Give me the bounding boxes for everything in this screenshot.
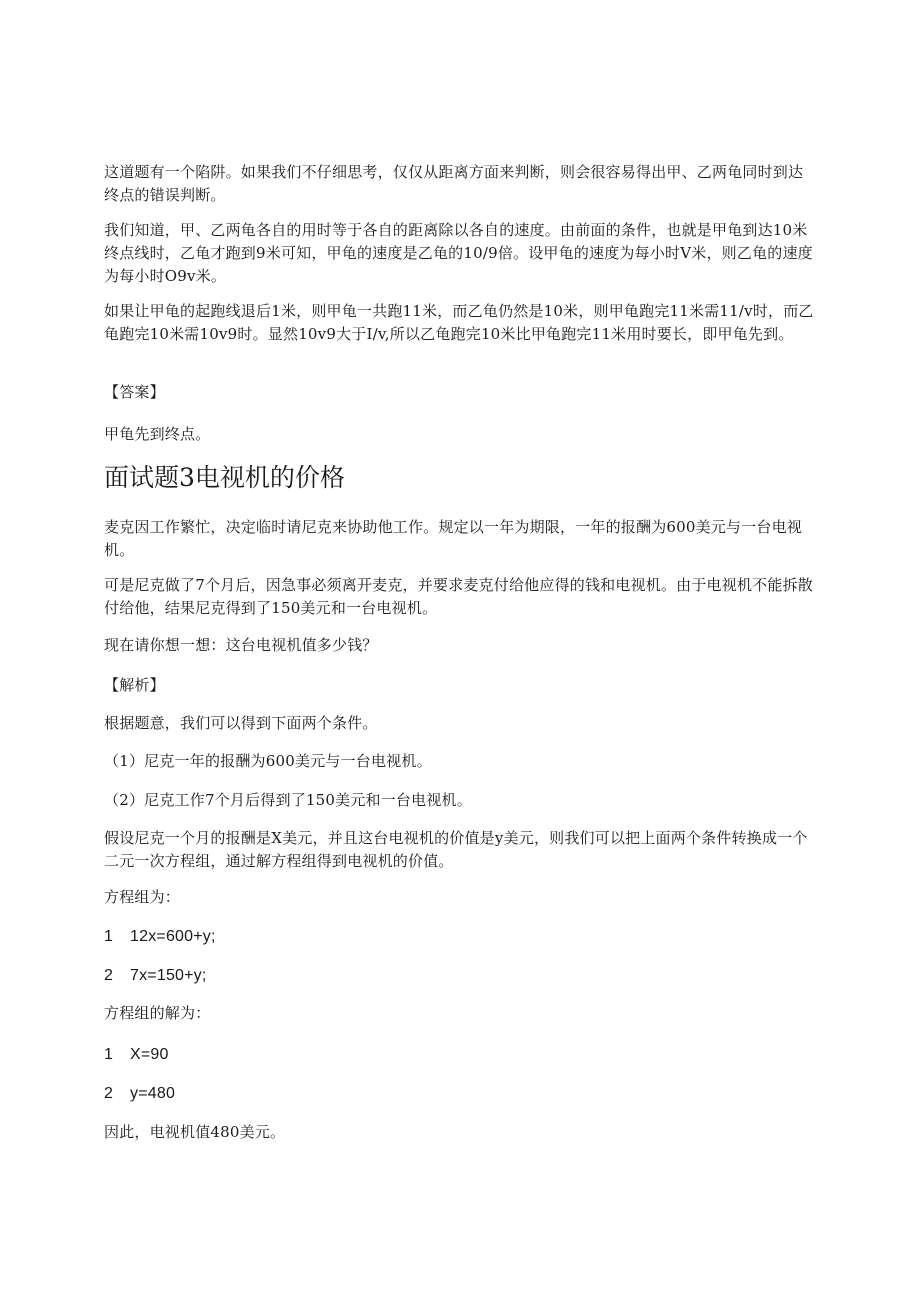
- equation-row: [104, 925, 816, 948]
- answer-text: 甲龟先到终点。: [104, 425, 211, 443]
- solution-expression: y=480: [130, 1085, 176, 1102]
- equation-expression: 7x=150+y;: [130, 967, 207, 984]
- paragraph-problem-intro: 麦克因工作繁忙，决定临时请尼克来协助他工作。规定以一年为期限，一年的报酬为600美元与一台电视机。: [104, 518, 803, 559]
- solution-number: 2: [104, 1085, 114, 1102]
- solution-row: [104, 1043, 816, 1066]
- equation-row: [104, 964, 816, 987]
- paragraph-assumption: 假设尼克一个月的报酬是X美元，并且这台电视机的价值是y美元，则我们可以把上面两个条件转换成一个二元一次方程组，通过解方程组得到电视机的价值。: [104, 829, 808, 870]
- solution-expression: X=90: [130, 1046, 169, 1063]
- equation-number: 1: [104, 928, 114, 945]
- system-label: 方程组为：: [104, 888, 181, 906]
- analysis-intro: 根据题意，我们可以得到下面两个条件。: [104, 714, 378, 732]
- solution-number: 1: [104, 1046, 114, 1063]
- equation-expression: 12x=600+y;: [130, 928, 216, 945]
- paragraph-start-line: 如果让甲龟的起跑线退后1米，则甲龟一共跑11米，而乙龟仍然是10米，则甲龟跑完11米需11/v时，而乙龟跑完10米需10v9时。显然10v9大于I∕v,所以乙龟跑完10米比甲龟跑完11米用时要长，即甲龟先到。: [104, 302, 814, 343]
- condition-2: （2）尼克工作7个月后得到了150美元和一台电视机。: [104, 791, 472, 809]
- paragraph-speed-ratio: 我们知道，甲、乙两龟各自的用时等于各自的距离除以各自的速度。由前面的条件，也就是甲龟到达10米终点线时，乙龟才跑到9米可知，甲龟的速度是乙龟的10/9倍。设甲龟的速度为每小时V米，则乙龟的速度为每小时O9v米。: [104, 221, 813, 285]
- condition-1: （1）尼克一年的报酬为600美元与一台电视机。: [104, 752, 432, 770]
- conclusion: 因此，电视机值480美元。: [104, 1123, 286, 1141]
- section-title: 面试题3电视机的价格: [104, 463, 345, 492]
- analysis-heading: 【解析】: [104, 676, 165, 694]
- paragraph-question: 现在请你想一想：这台电视机值多少钱？: [104, 636, 378, 654]
- paragraph-trap-explanation: 这道题有一个陷阱。如果我们不仔细思考，仅仅从距离方面来判断，则会很容易得出甲、乙两龟同时到达终点的错误判断。: [104, 163, 804, 204]
- solution-row: [104, 1082, 816, 1105]
- solution-label: 方程组的解为：: [104, 1004, 211, 1022]
- answer-heading: 【答案】: [104, 383, 165, 401]
- equation-number: 2: [104, 967, 114, 984]
- paragraph-problem-detail: 可是尼克做了7个月后，因急事必须离开麦克，并要求麦克付给他应得的钱和电视机。由于电视机不能拆散付给他，结果尼克得到了150美元和一台电视机。: [104, 576, 813, 617]
